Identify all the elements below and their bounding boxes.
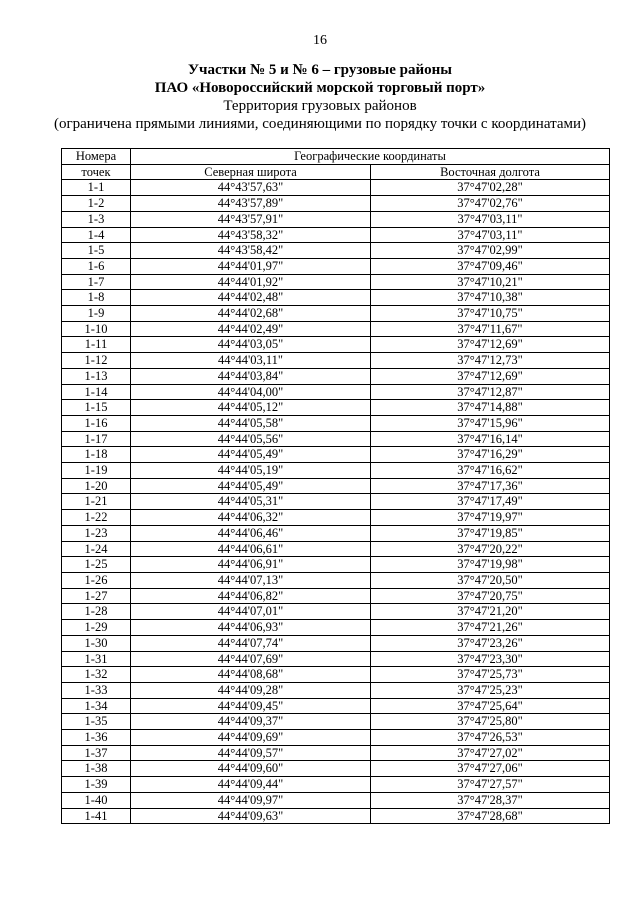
point-number-cell: 1-20 bbox=[62, 478, 131, 494]
latitude-cell: 44°44'09,63" bbox=[131, 808, 371, 824]
longitude-cell: 37°47'09,46" bbox=[371, 258, 610, 274]
table-row bbox=[62, 463, 610, 479]
point-number-cell: 1-35 bbox=[62, 714, 131, 730]
point-number-cell: 1-1 bbox=[62, 180, 131, 196]
longitude-cell: 37°47'14,88" bbox=[371, 400, 610, 416]
point-number-cell: 1-25 bbox=[62, 557, 131, 573]
latitude-cell: 44°44'01,92" bbox=[131, 274, 371, 290]
latitude-cell: 44°44'06,82" bbox=[131, 588, 371, 604]
point-number-cell: 1-22 bbox=[62, 510, 131, 526]
latitude-cell: 44°44'06,61" bbox=[131, 541, 371, 557]
table-row bbox=[62, 777, 610, 793]
latitude-cell: 44°44'08,68" bbox=[131, 667, 371, 683]
latitude-cell: 44°44'04,00" bbox=[131, 384, 371, 400]
table-row bbox=[62, 557, 610, 573]
table-row bbox=[62, 258, 610, 274]
table-row bbox=[62, 368, 610, 384]
latitude-cell: 44°43'57,91" bbox=[131, 211, 371, 227]
latitude-cell: 44°44'07,74" bbox=[131, 635, 371, 651]
longitude-cell: 37°47'02,28" bbox=[371, 180, 610, 196]
table-row bbox=[62, 196, 610, 212]
latitude-cell: 44°44'02,49" bbox=[131, 321, 371, 337]
longitude-cell: 37°47'20,22" bbox=[371, 541, 610, 557]
longitude-cell: 37°47'27,57" bbox=[371, 777, 610, 793]
point-number-cell: 1-3 bbox=[62, 211, 131, 227]
latitude-cell: 44°44'09,37" bbox=[131, 714, 371, 730]
latitude-cell: 44°43'58,32" bbox=[131, 227, 371, 243]
latitude-cell: 44°44'05,56" bbox=[131, 431, 371, 447]
point-number-cell: 1-38 bbox=[62, 761, 131, 777]
longitude-cell: 37°47'19,98" bbox=[371, 557, 610, 573]
point-number-cell: 1-18 bbox=[62, 447, 131, 463]
table-row bbox=[62, 447, 610, 463]
document-subtitle: Территория грузовых районов bbox=[223, 98, 417, 114]
longitude-cell: 37°47'12,69" bbox=[371, 368, 610, 384]
latitude-cell: 44°44'02,48" bbox=[131, 290, 371, 306]
table-body bbox=[62, 180, 610, 824]
longitude-cell: 37°47'19,85" bbox=[371, 525, 610, 541]
table-row bbox=[62, 651, 610, 667]
header-point-numbers bbox=[62, 149, 131, 165]
table-row bbox=[62, 698, 610, 714]
longitude-cell: 37°47'03,11" bbox=[371, 211, 610, 227]
longitude-cell: 37°47'03,11" bbox=[371, 227, 610, 243]
longitude-cell: 37°47'10,75" bbox=[371, 306, 610, 322]
point-number-cell: 1-36 bbox=[62, 730, 131, 746]
longitude-cell: 37°47'27,02" bbox=[371, 745, 610, 761]
point-number-cell: 1-8 bbox=[62, 290, 131, 306]
table-row bbox=[62, 415, 610, 431]
point-number-cell: 1-10 bbox=[62, 321, 131, 337]
table-row bbox=[62, 290, 610, 306]
latitude-cell: 44°44'05,31" bbox=[131, 494, 371, 510]
point-number-cell: 1-39 bbox=[62, 777, 131, 793]
latitude-cell: 44°44'09,57" bbox=[131, 745, 371, 761]
latitude-cell: 44°44'05,58" bbox=[131, 415, 371, 431]
longitude-cell: 37°47'15,96" bbox=[371, 415, 610, 431]
latitude-cell: 44°44'02,68" bbox=[131, 306, 371, 322]
point-number-cell: 1-9 bbox=[62, 306, 131, 322]
point-number-cell: 1-23 bbox=[62, 525, 131, 541]
longitude-cell: 37°47'25,64" bbox=[371, 698, 610, 714]
document-note: (ограничена прямыми линиями, соединяющими по порядку точки с координатами) bbox=[53, 116, 587, 132]
longitude-cell: 37°47'25,23" bbox=[371, 682, 610, 698]
point-number-cell: 1-7 bbox=[62, 274, 131, 290]
header-longitude: Восточная долгота bbox=[371, 164, 610, 180]
table-row bbox=[62, 353, 610, 369]
header-points: точек bbox=[62, 164, 131, 180]
latitude-cell: 44°44'09,97" bbox=[131, 792, 371, 808]
table-row bbox=[62, 337, 610, 353]
table-row bbox=[62, 588, 610, 604]
point-number-cell: 1-32 bbox=[62, 667, 131, 683]
table-subheader-row bbox=[62, 164, 610, 180]
point-number-cell: 1-31 bbox=[62, 651, 131, 667]
longitude-cell: 37°47'20,50" bbox=[371, 572, 610, 588]
point-number-cell: 1-28 bbox=[62, 604, 131, 620]
latitude-cell: 44°43'58,42" bbox=[131, 243, 371, 259]
point-number-cell: 1-5 bbox=[62, 243, 131, 259]
point-number-cell: 1-2 bbox=[62, 196, 131, 212]
latitude-cell: 44°44'09,45" bbox=[131, 698, 371, 714]
latitude-cell: 44°43'57,63" bbox=[131, 180, 371, 196]
table-row bbox=[62, 525, 610, 541]
point-number-cell: 1-26 bbox=[62, 572, 131, 588]
longitude-cell: 37°47'26,53" bbox=[371, 730, 610, 746]
longitude-cell: 37°47'16,14" bbox=[371, 431, 610, 447]
point-number-cell: 1-11 bbox=[62, 337, 131, 353]
latitude-cell: 44°44'07,69" bbox=[131, 651, 371, 667]
longitude-cell: 37°47'20,75" bbox=[371, 588, 610, 604]
table-row bbox=[62, 572, 610, 588]
point-number-cell: 1-34 bbox=[62, 698, 131, 714]
longitude-cell: 37°47'16,62" bbox=[371, 463, 610, 479]
latitude-cell: 44°44'03,84" bbox=[131, 368, 371, 384]
point-number-cell: 1-30 bbox=[62, 635, 131, 651]
longitude-cell: 37°47'23,26" bbox=[371, 635, 610, 651]
longitude-cell: 37°47'19,97" bbox=[371, 510, 610, 526]
page-number: 16 bbox=[313, 33, 327, 48]
longitude-cell: 37°47'12,87" bbox=[371, 384, 610, 400]
table-row bbox=[62, 431, 610, 447]
latitude-cell: 44°44'09,60" bbox=[131, 761, 371, 777]
latitude-cell: 44°44'07,13" bbox=[131, 572, 371, 588]
point-number-cell: 1-19 bbox=[62, 463, 131, 479]
table-row bbox=[62, 808, 610, 824]
coordinates-table bbox=[61, 148, 610, 824]
longitude-cell: 37°47'25,80" bbox=[371, 714, 610, 730]
latitude-cell: 44°44'06,91" bbox=[131, 557, 371, 573]
longitude-cell: 37°47'10,21" bbox=[371, 274, 610, 290]
table-row bbox=[62, 478, 610, 494]
point-number-cell: 1-12 bbox=[62, 353, 131, 369]
longitude-cell: 37°47'25,73" bbox=[371, 667, 610, 683]
point-number-cell: 1-41 bbox=[62, 808, 131, 824]
point-number-cell: 1-29 bbox=[62, 620, 131, 636]
table-row bbox=[62, 745, 610, 761]
latitude-cell: 44°44'05,49" bbox=[131, 478, 371, 494]
point-number-cell: 1-15 bbox=[62, 400, 131, 416]
longitude-cell: 37°47'17,49" bbox=[371, 494, 610, 510]
point-number-cell: 1-33 bbox=[62, 682, 131, 698]
point-number-cell: 1-27 bbox=[62, 588, 131, 604]
latitude-cell: 44°44'09,69" bbox=[131, 730, 371, 746]
table-row bbox=[62, 510, 610, 526]
table-row bbox=[62, 494, 610, 510]
point-number-cell: 1-6 bbox=[62, 258, 131, 274]
point-number-cell: 1-16 bbox=[62, 415, 131, 431]
table-row bbox=[62, 306, 610, 322]
latitude-cell: 44°44'05,19" bbox=[131, 463, 371, 479]
longitude-cell: 37°47'02,99" bbox=[371, 243, 610, 259]
table-row bbox=[62, 400, 610, 416]
table-header-row bbox=[62, 149, 610, 165]
point-number-cell: 1-13 bbox=[62, 368, 131, 384]
point-number-cell: 1-4 bbox=[62, 227, 131, 243]
latitude-cell: 44°44'06,32" bbox=[131, 510, 371, 526]
longitude-cell: 37°47'11,67" bbox=[371, 321, 610, 337]
latitude-cell: 44°44'05,12" bbox=[131, 400, 371, 416]
longitude-cell: 37°47'12,69" bbox=[371, 337, 610, 353]
point-number-cell: 1-24 bbox=[62, 541, 131, 557]
table-row bbox=[62, 620, 610, 636]
table-row bbox=[62, 384, 610, 400]
header-latitude: Северная широта bbox=[131, 164, 371, 180]
table-row bbox=[62, 274, 610, 290]
latitude-cell: 44°44'05,49" bbox=[131, 447, 371, 463]
table-row bbox=[62, 730, 610, 746]
table-row bbox=[62, 635, 610, 651]
latitude-cell: 44°44'06,46" bbox=[131, 525, 371, 541]
table-row bbox=[62, 321, 610, 337]
point-number-cell: 1-21 bbox=[62, 494, 131, 510]
longitude-cell: 37°47'21,26" bbox=[371, 620, 610, 636]
longitude-cell: 37°47'28,37" bbox=[371, 792, 610, 808]
document-title-line-2: ПАО «Новороссийский морской торговый порт» bbox=[154, 80, 486, 96]
latitude-cell: 44°44'01,97" bbox=[131, 258, 371, 274]
header-point-numbers-label: Номера bbox=[75, 149, 117, 163]
longitude-cell: 37°47'21,20" bbox=[371, 604, 610, 620]
point-number-cell: 1-40 bbox=[62, 792, 131, 808]
table-row bbox=[62, 541, 610, 557]
latitude-cell: 44°44'09,44" bbox=[131, 777, 371, 793]
table-row bbox=[62, 792, 610, 808]
longitude-cell: 37°47'23,30" bbox=[371, 651, 610, 667]
longitude-cell: 37°47'02,76" bbox=[371, 196, 610, 212]
latitude-cell: 44°44'03,11" bbox=[131, 353, 371, 369]
table-row bbox=[62, 761, 610, 777]
point-number-cell: 1-37 bbox=[62, 745, 131, 761]
table-row bbox=[62, 227, 610, 243]
table-row bbox=[62, 667, 610, 683]
point-number-cell: 1-14 bbox=[62, 384, 131, 400]
longitude-cell: 37°47'12,73" bbox=[371, 353, 610, 369]
table-row bbox=[62, 211, 610, 227]
latitude-cell: 44°44'06,93" bbox=[131, 620, 371, 636]
longitude-cell: 37°47'17,36" bbox=[371, 478, 610, 494]
table-row bbox=[62, 604, 610, 620]
longitude-cell: 37°47'27,06" bbox=[371, 761, 610, 777]
table-row bbox=[62, 682, 610, 698]
longitude-cell: 37°47'28,68" bbox=[371, 808, 610, 824]
latitude-cell: 44°44'07,01" bbox=[131, 604, 371, 620]
longitude-cell: 37°47'10,38" bbox=[371, 290, 610, 306]
table-row bbox=[62, 243, 610, 259]
table-row bbox=[62, 180, 610, 196]
document-title-line-1: Участки № 5 и № 6 – грузовые районы bbox=[188, 62, 452, 78]
table-row bbox=[62, 714, 610, 730]
latitude-cell: 44°44'09,28" bbox=[131, 682, 371, 698]
latitude-cell: 44°44'03,05" bbox=[131, 337, 371, 353]
point-number-cell: 1-17 bbox=[62, 431, 131, 447]
longitude-cell: 37°47'16,29" bbox=[371, 447, 610, 463]
header-geographic-coordinates: Географические координаты bbox=[131, 149, 610, 165]
latitude-cell: 44°43'57,89" bbox=[131, 196, 371, 212]
